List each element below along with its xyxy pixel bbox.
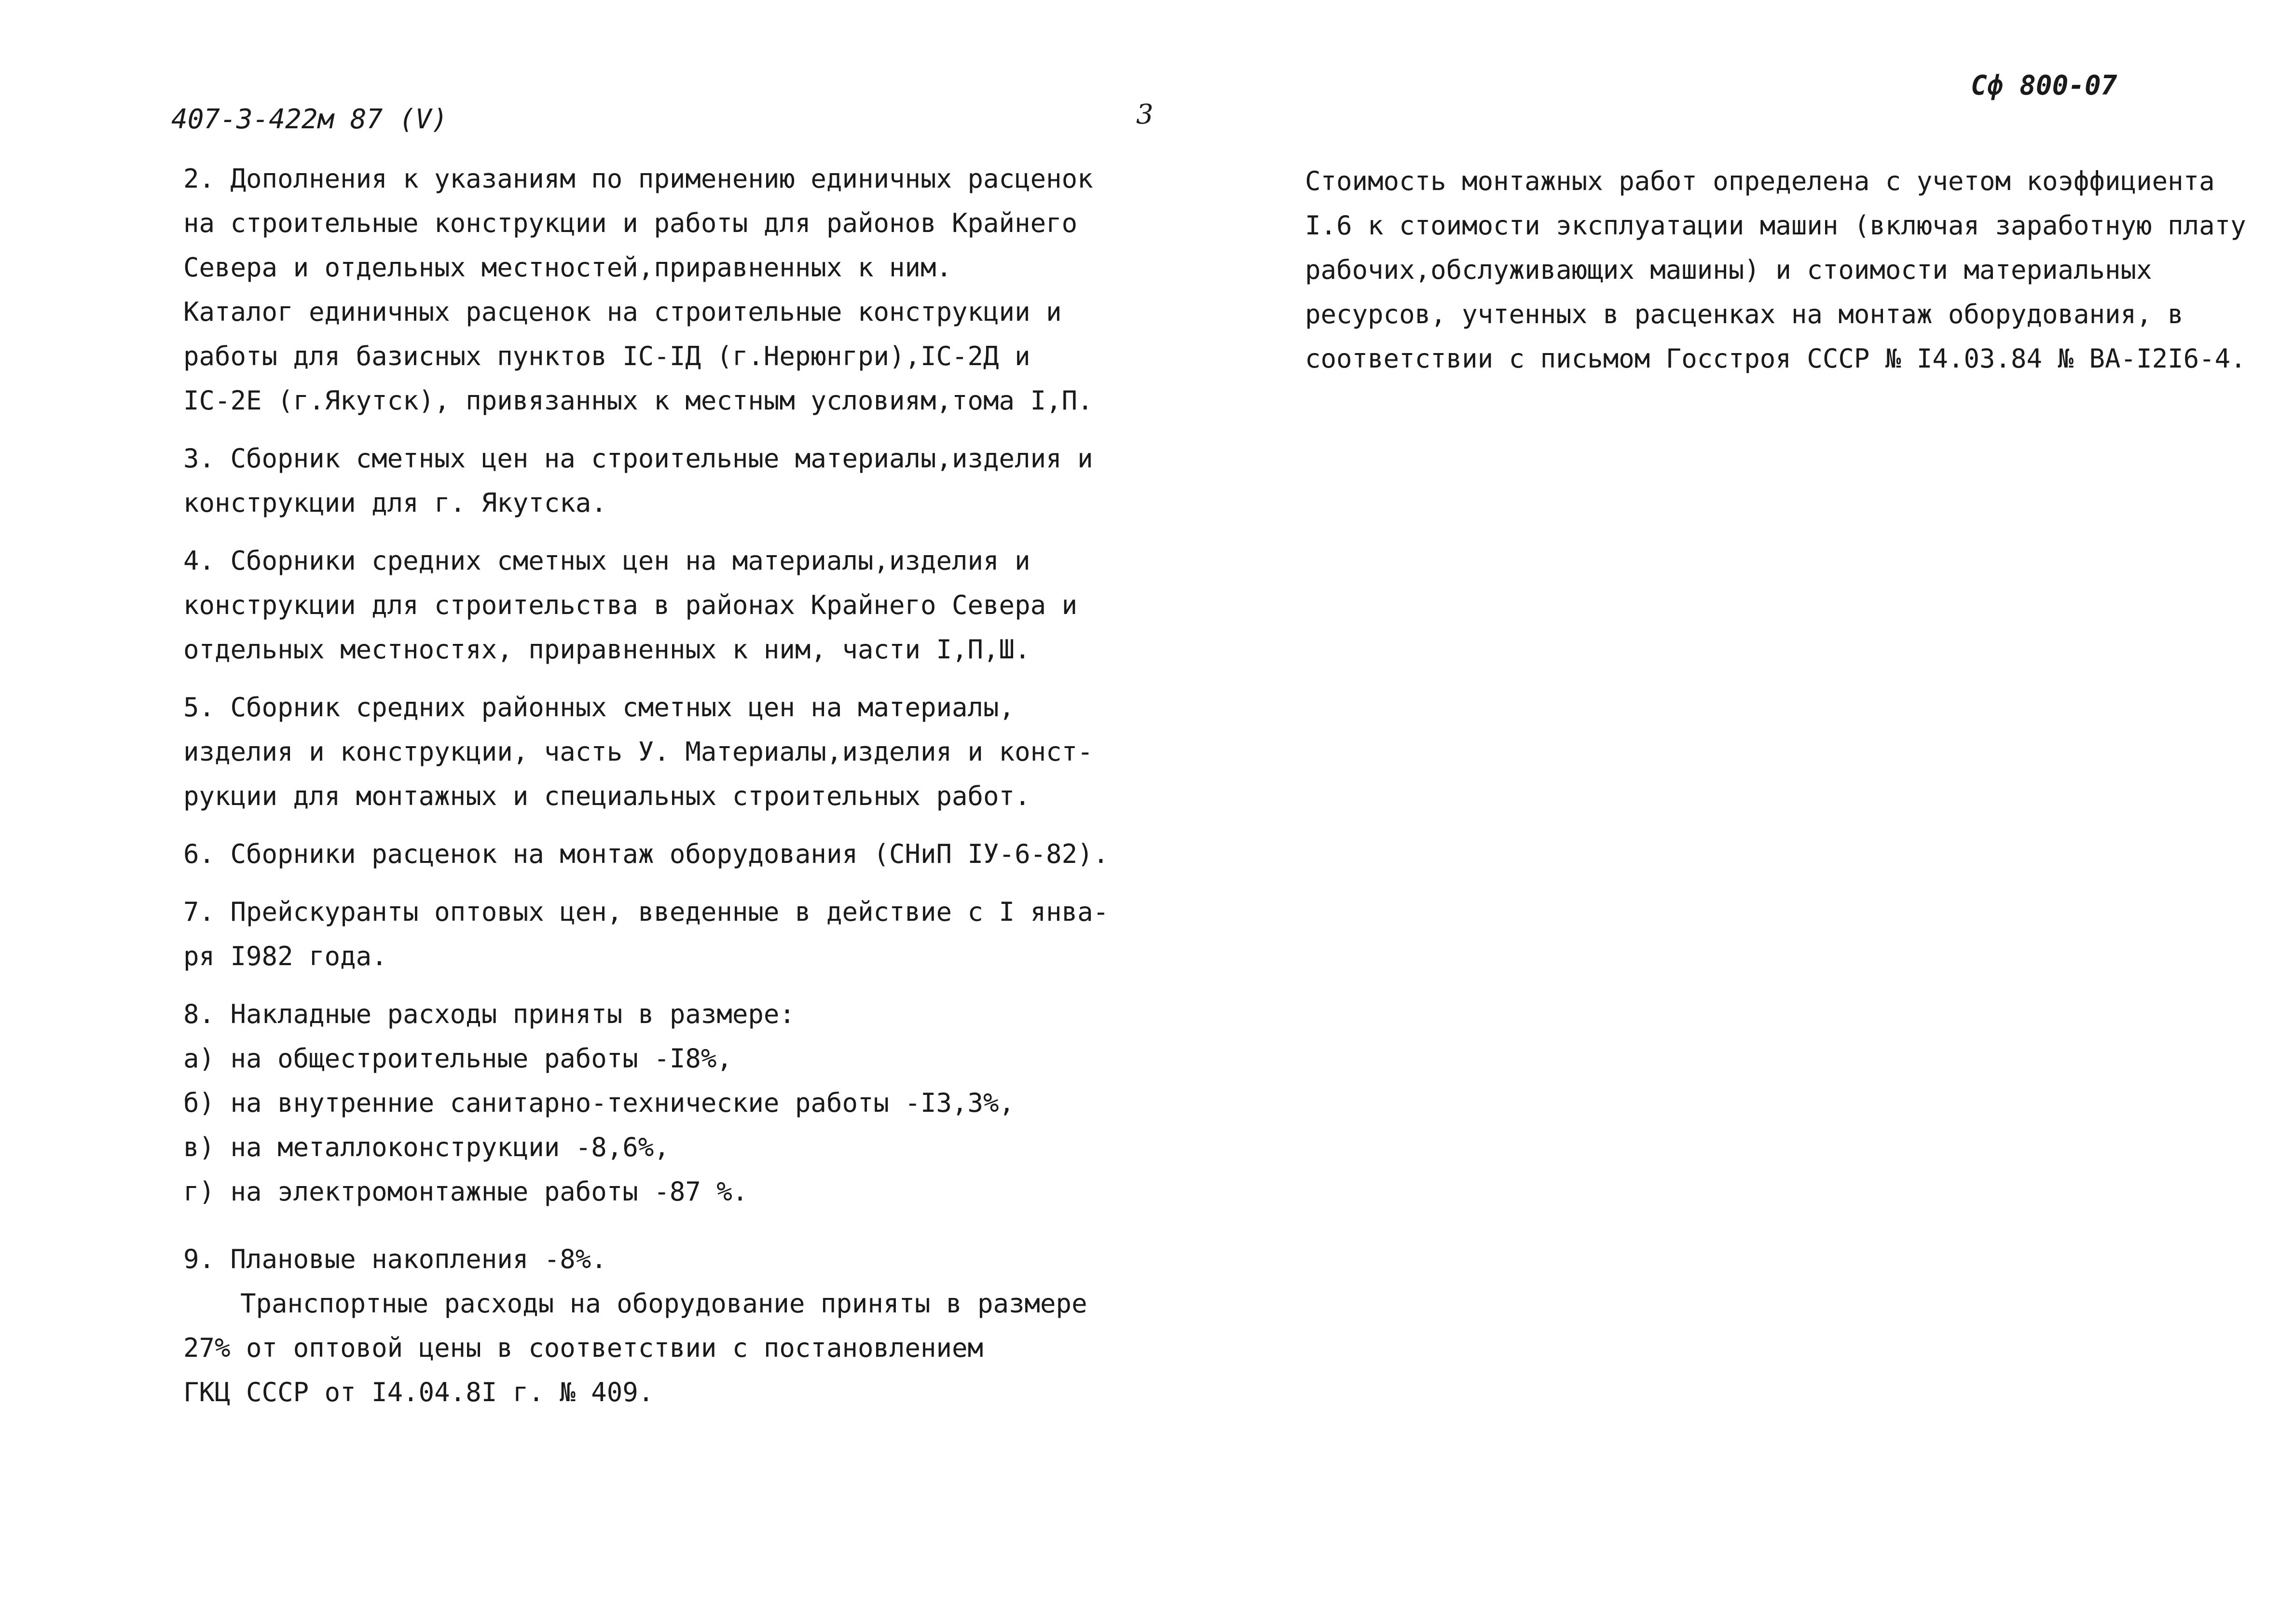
text-line: отдельных местностях, приравненных к ним, части I,П,Ш.: [183, 634, 1030, 665]
item-8: [183, 992, 1076, 1214]
text-line: Стоимость монтажных работ определена с учетом коэффициента: [1305, 166, 2215, 196]
left-column: [183, 157, 1109, 1415]
text-line: IС-2Е (г.Якутск), привязанных к местным условиям,тома I,П.: [183, 385, 1093, 416]
right-column: [1305, 159, 2246, 381]
text-line: ря I982 года.: [183, 941, 387, 971]
text-line: изделия и конструкции, часть У. Материалы,изделия и конст-: [183, 737, 1093, 767]
text-line: рабочих,обслуживающих машины) и стоимости материальных: [1305, 255, 2152, 285]
text-line: рукции для монтажных и специальных строительных работ.: [183, 781, 1030, 811]
text-line: конструкции для строительства в районах Крайнего Севера и: [183, 590, 1078, 620]
document-code: 407-3-422м 87 (V): [171, 104, 448, 135]
page-number: 3: [1136, 99, 1154, 130]
overhead-item-c: в) на металлоконструкции -8,6%,: [183, 1132, 670, 1162]
text-line: 27% от оптовой цены в соответствии с постановлением: [183, 1333, 984, 1363]
overhead-title: 8. Накладные расходы приняты в размере:: [183, 999, 795, 1029]
text-line: Каталог единичных расценок на строительные конструкции и: [183, 297, 1062, 327]
text-line: 7. Прейскуранты оптовых цен, введенные в действие с I янва-: [183, 897, 1109, 927]
text-line: 3. Сборник сметных цен на строительные материалы,изделия и: [183, 443, 1093, 474]
text-line: ГКЦ СССР от I4.04.8I г. № 409.: [183, 1377, 654, 1407]
sheet-code: Сф 800-07: [1971, 70, 2117, 101]
text-line: I.6 к стоимости эксплуатации машин (включая заработную плату: [1305, 210, 2246, 241]
item-9: 9. Плановые накопления -8%.: [183, 1244, 607, 1274]
item-7: [183, 890, 1109, 979]
item-3: [183, 437, 1093, 525]
text-line: соответствии с письмом Госстроя СССР № I4.03.84 № ВА-I2I6-4.: [1305, 343, 2246, 374]
item-2: [183, 157, 1093, 423]
item-6: [183, 832, 1109, 876]
text-line: 6. Сборники расценок на монтаж оборудования (СНиП IУ-6-82).: [183, 839, 1109, 869]
text-line: Транспортные расходы на оборудование приняты в размере: [240, 1288, 1087, 1319]
text-line: Севера и отдельных местностей,приравненных к ним.: [183, 252, 952, 283]
transport-paragraph: [183, 1282, 1087, 1415]
overhead-item-b: б) на внутренние санитарно-технические работы -I3,3%,: [183, 1088, 1015, 1118]
text-line: конструкции для г. Якутска.: [183, 488, 607, 518]
text-line: ресурсов, учтенных в расценках на монтаж оборудования, в: [1305, 299, 2184, 329]
overhead-item-a: а) на общестроительные работы -I8%,: [183, 1043, 732, 1074]
item-4: [183, 539, 1076, 672]
text-line: 2. Дополнения к указаниям по применению единичных расценок: [183, 164, 1093, 194]
overhead-item-d: г) на электромонтажные работы -87 %.: [183, 1176, 748, 1207]
text-line: на строительные конструкции и работы для районов Крайнего: [183, 208, 1078, 238]
text-line: работы для базисных пунктов IС-IД (г.Нерюнгри),IС-2Д и: [183, 341, 1030, 371]
text-line: 5. Сборник средних районных сметных цен на материалы,: [183, 692, 1015, 723]
text-line: 4. Сборники средних сметных цен на материалы,изделия и: [183, 546, 1030, 576]
item-5: [183, 685, 1093, 819]
